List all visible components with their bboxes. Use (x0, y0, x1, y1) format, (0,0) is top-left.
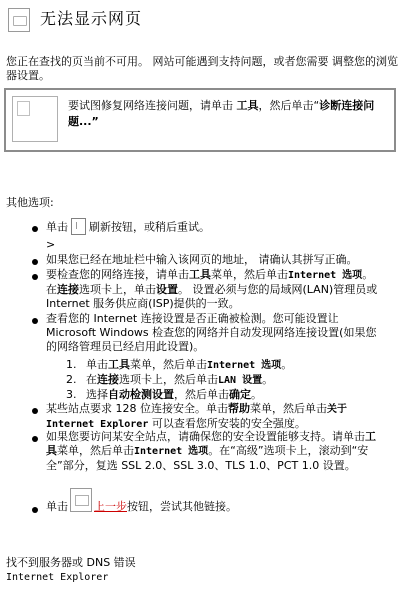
bullet (32, 507, 38, 513)
bullet (32, 436, 38, 442)
diagnose-tip-box (4, 88, 396, 152)
diagnose-image (12, 96, 58, 142)
page-icon (8, 8, 30, 32)
step-2: 在连接选项卡上，然后单击LAN 设置。 (86, 373, 274, 386)
refresh-icon[interactable] (71, 218, 86, 235)
bullet (32, 318, 38, 324)
bullet (32, 274, 38, 280)
list-item-back: 单击 (46, 500, 68, 513)
step-1: 单击工具菜单，然后单击Internet 选项。 (86, 358, 293, 371)
step-number: 3. (66, 388, 77, 401)
list-item-auto-detect: 查看您的 Internet 连接设置是否正确被检测。您可能设置让 Microsoft Windows 检查您的网络并自动发现网络连接设置(如果您的网络管理员已经启用此设置)。 (46, 312, 377, 353)
browser-name: Internet Explorer (6, 572, 109, 583)
intro-text: 您正在查找的页当前不可用。 网站可能遇到支持问题，或者您需要 调整您的浏览器设置。 (6, 55, 398, 82)
back-link-row: 上一步按钮，尝试其他链接。 (94, 500, 237, 513)
error-name: 找不到服务器或 DNS 错误 (6, 556, 136, 569)
list-item-ssl: 某些站点要求 128 位连接安全。单击帮助菜单，然后单击关于 Internet Explorer 可以查看您所安装的安全强度。 (46, 402, 347, 430)
step-3: 选择自动检测设置，然后单击确定。 (86, 388, 262, 401)
other-options-heading: 其他选项: (6, 196, 54, 209)
step-number: 1. (66, 358, 77, 371)
bullet (32, 408, 38, 414)
list-item-connection: 要检查您的网络连接，请单击工具菜单，然后单击Internet 选项。在连接选项卡上，单击设置。 设置必须与您的局域网(LAN)管理员或 Internet 服务供应商(ISP)提供的一致。 (46, 268, 378, 310)
list-item-refresh: 单击 刷新按钮，或稍后重试。 (46, 219, 382, 236)
bullet (32, 226, 38, 232)
step-number: 2. (66, 373, 77, 386)
diagnose-tip-text: 要试图修复网络连接问题，请单击 工具，然后单击“诊断连接问题...” (68, 99, 375, 128)
chevron-icon: > (46, 238, 56, 251)
list-item-secure: 如果您要访问某安全站点，请确保您的安全设置能够支持。请单击工具菜单，然后单击Internet 选项。在“高级”选项卡上，滚动到“安全”部分，复选 SSL 2.0、SSL 3.0、TLS 1.0、PCT 1.0 设置。 (46, 430, 376, 472)
back-link[interactable]: 上一步 (94, 500, 127, 513)
bullet (32, 259, 38, 265)
list-item-address: 如果您已经在地址栏中输入该网页的地址， 请确认其拼写正确。 (46, 253, 358, 266)
diagnose-link[interactable]: 诊断连接问题... (68, 99, 375, 128)
back-icon[interactable] (70, 488, 92, 512)
page-title: 无法显示网页 (40, 9, 143, 28)
